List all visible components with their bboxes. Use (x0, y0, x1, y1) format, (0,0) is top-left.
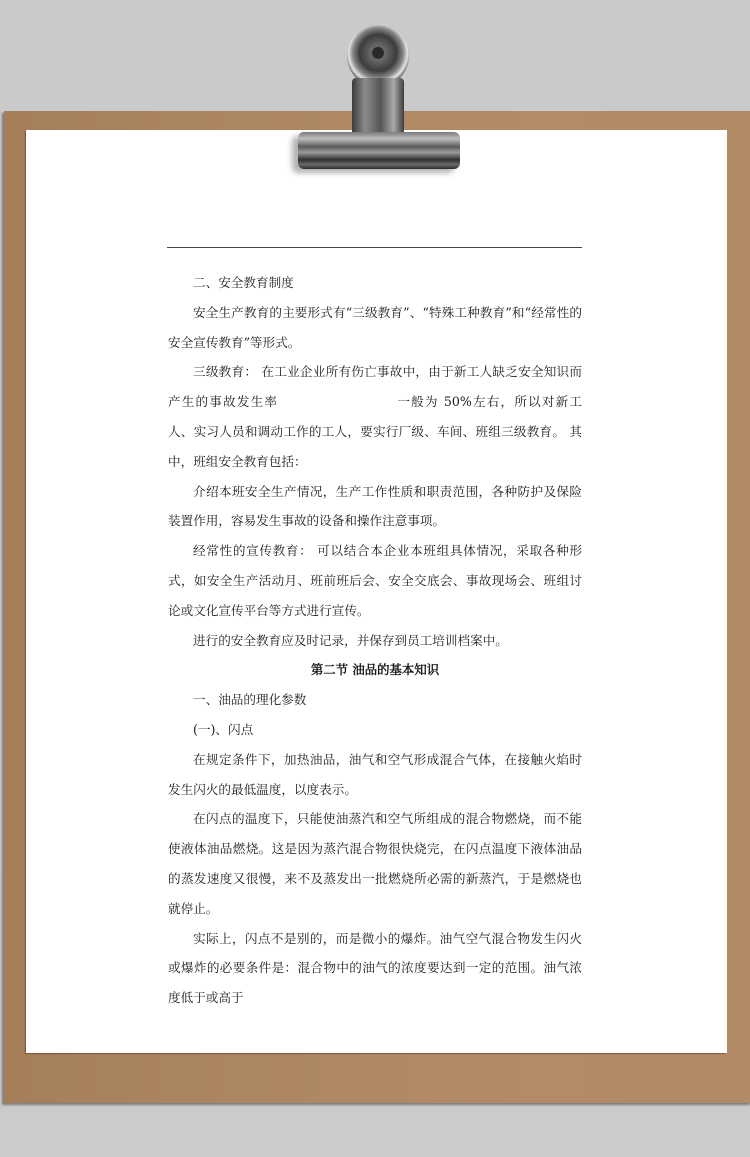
clip-neck (352, 78, 404, 140)
paragraph: 实际上，闪点不是别的，而是微小的爆炸。油气空气混合物发生闪火或爆炸的必要条件是：混合物中的油气的浓度要达到一定的范围。油气浓度低于或高于 (168, 930, 582, 1006)
paragraph: 在闪点的温度下，只能使油蒸汽和空气所组成的混合物燃烧，而不能使液体油品燃烧。这是因为蒸汽混合物很快烧完，在闪点温度下液体油品的蒸发速度又很慢，来不及蒸发出一批燃烧所必需的新蒸汽，于是燃烧也就停止。 (168, 811, 582, 916)
paragraph: 在规定条件下，加热油品，油气和空气形成混合气体，在接触火焰时发生闪火的最低温度，以度表示。 (168, 751, 582, 797)
paragraph: 介绍本班安全生产情况，生产工作性质和职责范围，各种防护及保险装置作用，容易发生事故的设备和操作注意事项。 (168, 483, 582, 529)
subsection-title: 一、油品的理化参数 (193, 692, 307, 708)
paragraph: 经常性的宣传教育： 可以结合本企业本班组具体情况，采取各种形式，如安全生产活动月、班前班后会、安全交底会、事故现场会、班组讨论或文化宣传平台等方式进行宣传。 (168, 543, 582, 618)
subsection-title: (一)、闪点 (193, 721, 254, 737)
paragraph: 进行的安全教育应及时记录，并保存到员工培训档案中。 (193, 632, 508, 648)
paragraph-text: 三级教育： 在工业企业所有伤亡事故中，由于新工人缺乏安全知识而产生的事故发生率 (168, 364, 582, 410)
chapter-heading: 第二节 油品的基本知识 (310, 662, 440, 678)
document-body (168, 268, 582, 1013)
paragraph-text: 一般为 50%左右，所以对新工人、实习人员和调动工作的工人，要实行厂级、车间、班组三级教育。 其中，班组安全教育包括： (168, 394, 583, 469)
paragraph (168, 357, 582, 476)
header-rule (167, 247, 582, 248)
section-title: 二、安全教育制度 (193, 275, 294, 290)
clip-base (298, 132, 460, 169)
paragraph: 安全生产教育的主要形式有“三级教育”、“特殊工种教育”和“经常性的安全宣传教育”等形式。 (168, 304, 582, 350)
